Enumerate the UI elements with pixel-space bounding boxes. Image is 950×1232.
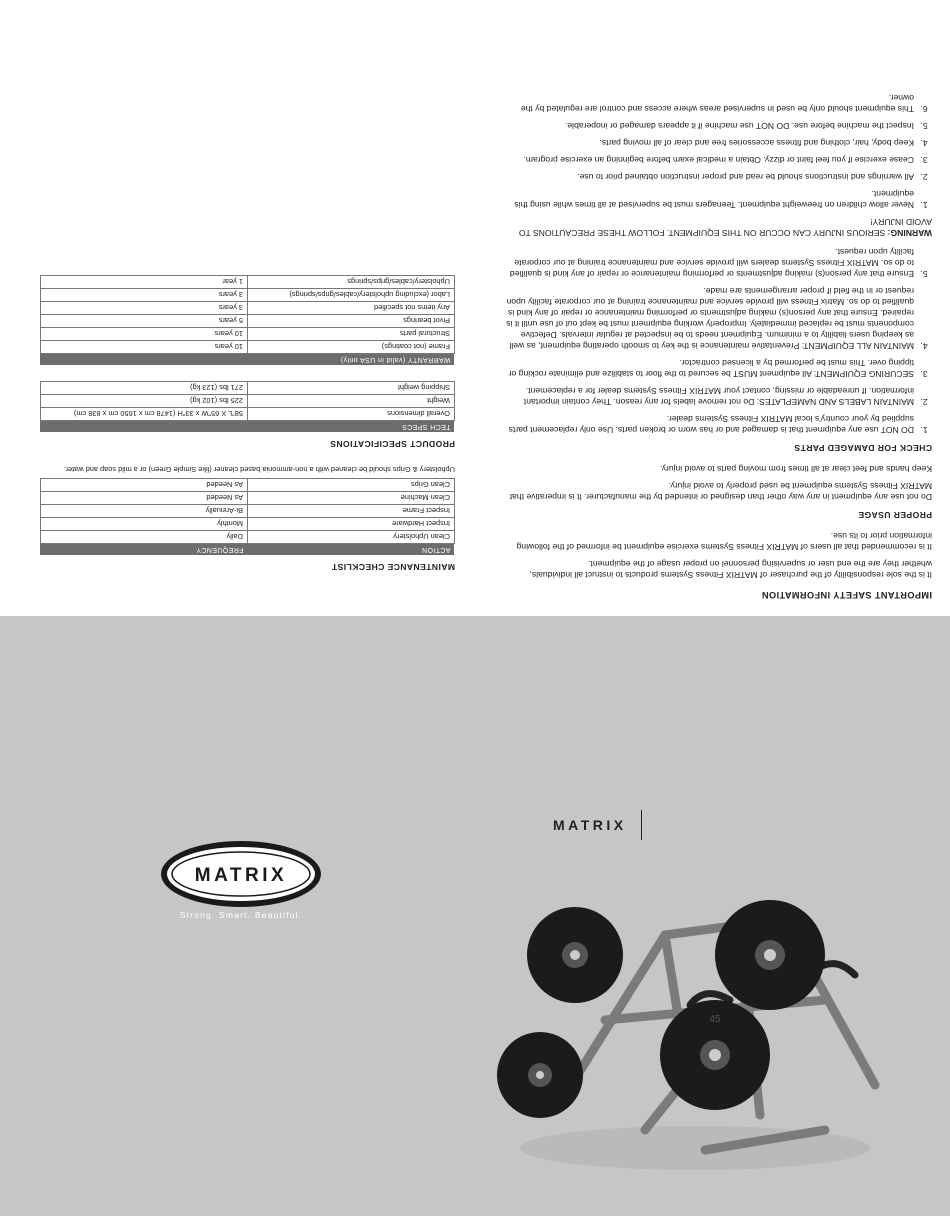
cell: Shipping weight xyxy=(248,382,455,395)
cell: Labor (excluding upholstery/cables/grips/springs) xyxy=(248,289,455,302)
maintenance-section xyxy=(40,465,455,572)
warning-label: WARNING: xyxy=(887,228,932,239)
tech-specs-table xyxy=(40,381,455,432)
cell: 1 year xyxy=(41,276,248,289)
safety-intro-1: It is the sole responsibility of the purchaser of MATRIX Fitness Systems products to instruct all individuals, whether they are the end user or supervising personnel on proper usage of the equipment. xyxy=(529,559,932,581)
damaged-parts-list xyxy=(502,246,932,435)
safety-intro-2: It is recommended that all users of MATRIX Fitness Systems exercise equipment be informed of the following information prior to its use. xyxy=(516,531,932,553)
damaged-parts-title: CHECK FOR DAMAGED PARTS xyxy=(794,443,932,454)
maintenance-title: MAINTENANCE CHECKLIST xyxy=(331,562,455,572)
table-header-row xyxy=(41,421,455,433)
specs-title: PRODUCT SPECIFICATIONS xyxy=(329,439,455,449)
list-item: 2. MAINTAIN LABELS AND NAMEPLATES: Do not remove labels for any reason. They contain important information. If unreadable or missing, contact your MATRIX Fitness Systems dealer for a replacement. xyxy=(502,385,918,407)
safety-title: IMPORTANT SAFETY INFORMATION xyxy=(761,590,932,600)
brand-wordmark: MATRIX xyxy=(553,817,627,833)
list-item: 3. Cease exercise if you feel faint or dizzy. Obtain a medical exam before beginning an exercise program. xyxy=(502,154,918,165)
cell: Structural parts xyxy=(248,328,455,341)
list-item: 2. All warnings and instructions should be read and proper instruction obtained prior to use. xyxy=(502,171,918,182)
cell: 225 lbs (102 kg) xyxy=(41,395,248,408)
table-header-row xyxy=(41,544,455,556)
cell: Bi-Annually xyxy=(41,505,248,518)
table-row xyxy=(41,505,455,518)
proper-usage-p1: Do not use any equipment in any way other than designed or intended by the manufacturer. It is imperative that MATRIX Fitness Systems equipment be used properly to avoid injury. xyxy=(509,481,932,503)
tech-specs-header: TECH SPECS xyxy=(41,421,455,433)
cell: Monthly xyxy=(41,518,248,531)
maintenance-table xyxy=(40,478,455,555)
table-row xyxy=(41,395,455,408)
cell: Daily xyxy=(41,531,248,544)
tagline: Strong. Smart. Beautiful. xyxy=(179,910,303,920)
table-row xyxy=(41,328,455,341)
table-header-row xyxy=(41,354,455,366)
table-row xyxy=(41,518,455,531)
cell: Clean Upholstery xyxy=(248,531,455,544)
table-row xyxy=(41,341,455,354)
cell: Inspect Frame xyxy=(248,505,455,518)
warning-list xyxy=(502,92,932,210)
matrix-logo xyxy=(160,840,322,908)
plate-loaded-machine-image xyxy=(495,880,895,1180)
list-item: 1. DO NOT use any equipment that is damaged and or has worn or broken parts. Use only replacement parts supplied by your country's local MATRIX Fitness Systems dealer. xyxy=(502,413,918,435)
list-item: 1. Never allow children on freeweight equipment. Teenagers must be supervised at all times while using this equipment. xyxy=(502,188,918,210)
instruction-sheet xyxy=(0,0,950,610)
specs-section xyxy=(40,381,455,449)
table-row xyxy=(41,315,455,328)
weight-plate-icon xyxy=(497,1032,583,1118)
warranty-table xyxy=(40,275,455,365)
cell: As Needed xyxy=(41,492,248,505)
cell: 10 years xyxy=(41,341,248,354)
table-row xyxy=(41,302,455,315)
table-row xyxy=(41,492,455,505)
cell: 271 lbs (123 kg) xyxy=(41,382,248,395)
col-action: ACTION xyxy=(248,544,455,556)
warning-text: SERIOUS INJURY CAN OCCUR ON THIS EQUIPMENT. FOLLOW THESE PRECAUTIONS TO AVOID INJURY! xyxy=(518,217,932,239)
cell: Weight xyxy=(248,395,455,408)
list-item: 5. Ensure that any person(s) making adjustments or performing maintenance or repair of any kind is qualified to do so. MATRIX Fitness Systems dealers will provide service and maintenance training at our corporate facility upon request. xyxy=(502,246,918,279)
list-item: 6. This equipment should only be used in supervised areas where access and control are regulated by the owner. xyxy=(502,92,918,114)
list-item: 4. Keep body, hair, clothing and fitness accessories free and clear of all moving parts. xyxy=(502,137,918,148)
maintenance-note: Upholstery & Grips should be cleaned with a non-ammonia based cleaner (like Simple Green) or a mild soap and water. xyxy=(63,465,455,474)
cell: Clean Machine xyxy=(248,492,455,505)
cell: 3 years xyxy=(41,289,248,302)
cell: 5 years xyxy=(41,315,248,328)
proper-usage-title: PROPER USAGE xyxy=(857,510,932,521)
warning-heading xyxy=(502,216,932,238)
cell: Inspect Hardware xyxy=(248,518,455,531)
cell: As Needed xyxy=(41,479,248,492)
list-item: 5. Inspect the machine before use. DO NOT use machine if it appears damaged or inoperable. xyxy=(502,120,918,131)
table-row xyxy=(41,479,455,492)
cell: 3 years xyxy=(41,302,248,315)
cell: Clean Grips xyxy=(248,479,455,492)
list-item: 3. SECURING EQUIPMENT: All equipment MUST be secured to the floor to stabilize and eliminate rocking or tipping over. This must be performed by a licensed contractor. xyxy=(502,357,918,379)
cell: Pivot bearings xyxy=(248,315,455,328)
table-row xyxy=(41,408,455,421)
cell: 58"L X 65"W x 33"H (1478 cm x 1650 cm x 838 cm) xyxy=(41,408,248,421)
table-row xyxy=(41,289,455,302)
proper-usage-p2: Keep hands and feet clear at all times from moving parts to avoid injury. xyxy=(659,464,932,475)
list-item: 4. MAINTAIN ALL EQUIPMENT: Preventative maintenance is the key to smooth operating equipment, as well as keeping users liability to a minimum. Equipment needs to be inspected at regular intervals. Defective components must be replaced immediately. Improperly working equipment must be kept out of use until it is repaired. Ensure that any person(s) making adjustments or performing maintenance or repair of any kind is qualified to do so. Matrix Fitness will provide service and maintenance training at our corporate facility upon request or in the field if proper arrangements are made. xyxy=(502,285,918,351)
cell: Any items not specified xyxy=(248,302,455,315)
plate-mark: 45 xyxy=(709,1014,721,1025)
warranty-section xyxy=(40,275,455,365)
cell: Frame (not coatings) xyxy=(248,341,455,354)
cell: 10 years xyxy=(41,328,248,341)
table-row xyxy=(41,531,455,544)
weight-plate-icon xyxy=(660,1000,770,1110)
table-row xyxy=(41,276,455,289)
specs-column xyxy=(40,259,455,610)
safety-column xyxy=(490,86,950,610)
table-row xyxy=(41,382,455,395)
weight-plate-icon xyxy=(527,907,623,1003)
brand-divider xyxy=(641,810,642,840)
weight-plate-icon xyxy=(715,900,825,1010)
logo-text: MATRIX xyxy=(194,865,288,886)
warranty-header: WARRANTY (valid in USA only) xyxy=(41,354,455,366)
cell: Overall dimensions xyxy=(248,408,455,421)
col-frequency: FREQUENCY xyxy=(41,544,248,556)
cell: Upholstery/cables/grips/springs xyxy=(248,276,455,289)
